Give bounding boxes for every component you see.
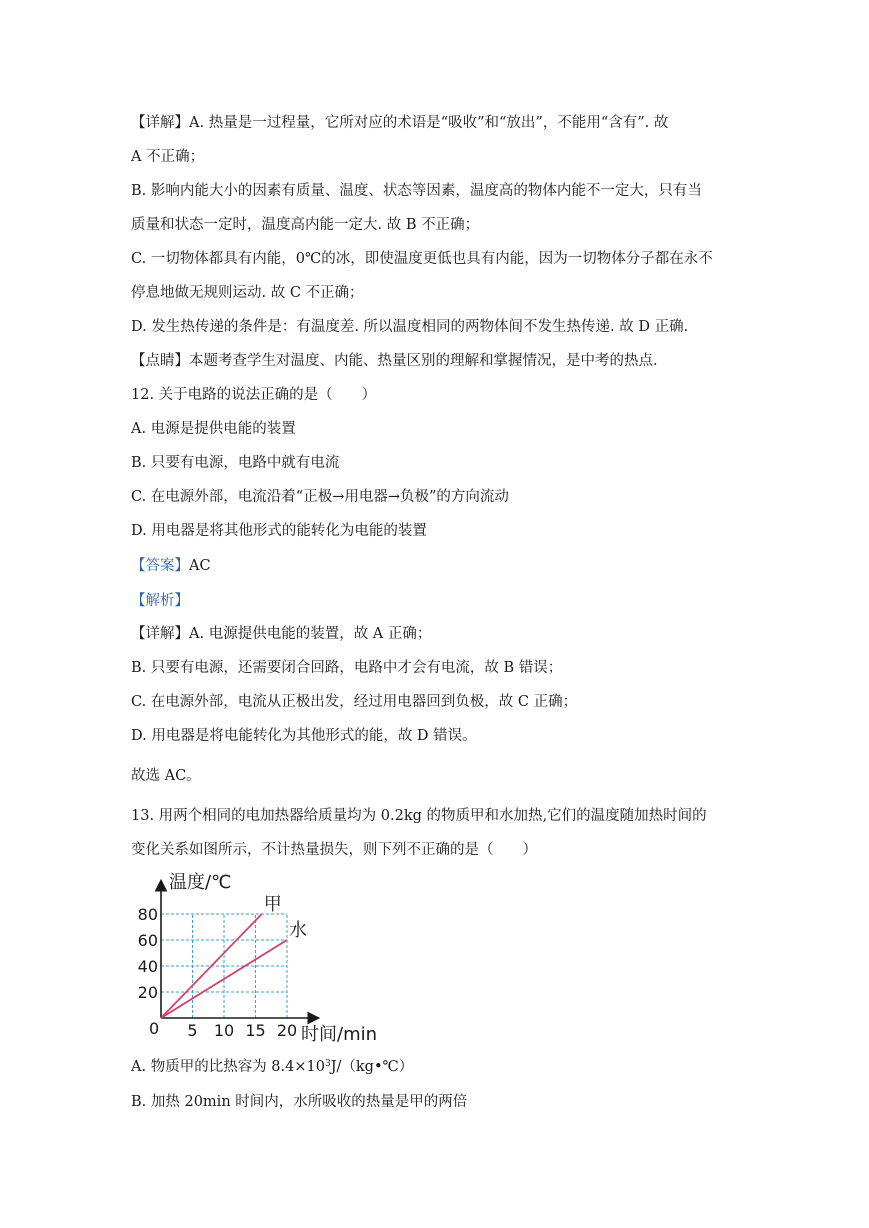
option-c: C. 在电源外部，电流沿着“正极→用电器→负极”的方向流动 [131, 489, 509, 505]
y-axis-label: 温度/℃ [169, 872, 232, 893]
option-13a-pre: A. 物质甲的比热容为 8.4×10 [131, 1059, 325, 1075]
question-12: 12. 关于电路的说法正确的是（ ） [131, 387, 377, 403]
answer-label: 【答案】 [131, 558, 189, 574]
text-line: D. 用电器是将电能转化为其他形式的能，故 D 错误。 [131, 728, 477, 744]
text-line: C. 一切物体都具有内能，0℃的冰，即使温度更低也具有内能，因为一切物体分子都在永不 [131, 251, 713, 267]
option-13b: B. 加热 20min 时间内，水所吸收的热量是甲的两倍 [131, 1094, 468, 1110]
option-a: A. 电源是提供电能的装置 [131, 421, 296, 437]
series-label: 甲 [263, 894, 282, 915]
y-tick-label: 60 [137, 931, 158, 950]
temperature-time-chart [131, 868, 391, 1048]
x-tick-label: 5 [187, 1021, 198, 1040]
text-line: B. 只要有电源，还需要闭合回路，电路中才会有电流，故 B 错误； [131, 660, 563, 676]
series-label: 水 [289, 920, 307, 941]
question-13: 13. 用两个相同的电加热器给质量均为 0.2kg 的物质甲和水加热,它们的温度随加热时间的 [131, 808, 707, 824]
question-13-cont: 变化关系如图所示，不计热量损失，则下列不正确的是（ ） [131, 842, 537, 858]
analysis-label: 【解析】 [131, 593, 189, 609]
series [161, 894, 307, 1018]
text-line: 停息地做无规则运动. 故 C 不正确； [131, 285, 364, 301]
x-tick-label: 15 [245, 1021, 266, 1040]
y-tick-label: 40 [137, 957, 158, 976]
option-13a-sup: 3 [324, 1059, 331, 1069]
text-line: 【详解】A. 电源提供电能的装置，故 A 正确； [131, 626, 432, 642]
x-axis-label: 时间/min [301, 1024, 378, 1045]
x-tick-label: 10 [213, 1021, 235, 1040]
origin-label: 0 [149, 1019, 160, 1038]
text-line: C. 在电源外部，电流从正极出发，经过用电器回到负极，故 C 正确； [131, 694, 578, 710]
text-line: 故选 AC。 [131, 768, 201, 784]
y-tick-label: 80 [137, 905, 158, 924]
grid [161, 914, 287, 1018]
text-line: A 不正确； [131, 149, 205, 165]
answer-value: AC [189, 558, 211, 574]
option-13a-post: J/（kg•℃） [330, 1059, 414, 1075]
text-line: D. 发生热传递的条件是：有温度差. 所以温度相同的两物体间不发生热传递. 故 D 正确. [131, 319, 689, 335]
option-13a [131, 1057, 413, 1077]
text-line: 【详解】A. 热量是一过程量，它所对应的术语是“吸收”和“放出”，不能用“含有”. 故 [131, 115, 669, 131]
x-tick-label: 20 [276, 1021, 298, 1040]
key-point: 【点睛】本题考查学生对温度、内能、热量区别的理解和掌握情况，是中考的热点. [131, 353, 658, 369]
option-b: B. 只要有电源，电路中就有电流 [131, 455, 340, 471]
answer [131, 556, 211, 576]
text-line: B. 影响内能大小的因素有质量、温度、状态等因素，温度高的物体内能不一定大，只有当 [131, 183, 702, 199]
y-tick-label: 20 [137, 983, 158, 1002]
option-d: D. 用电器是将其他形式的能转化为电能的装置 [131, 523, 427, 539]
text-line: 质量和状态一定时，温度高内能一定大. 故 B 不正确； [131, 217, 480, 233]
